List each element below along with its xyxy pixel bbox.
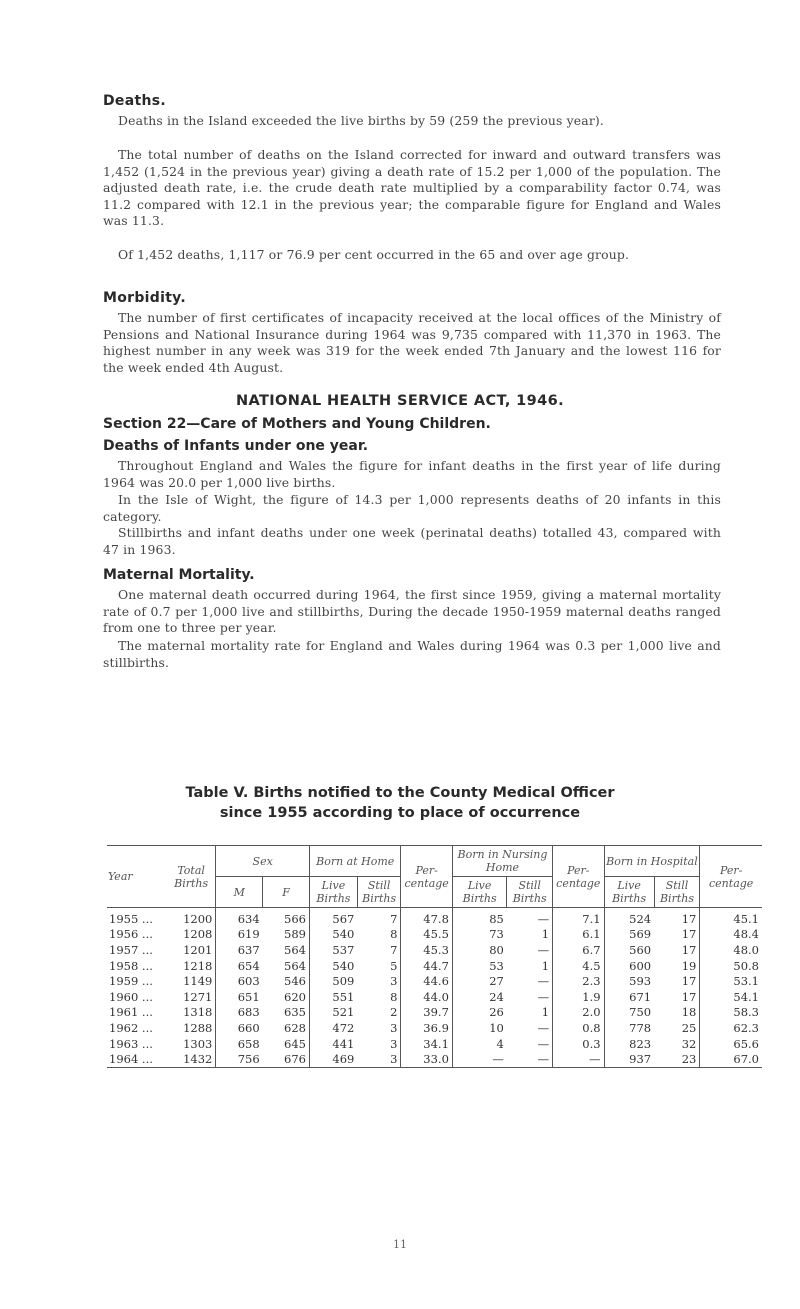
table-cell: 1 — [541, 958, 550, 973]
col-year: Year — [107, 846, 167, 908]
table-cell: 3 — [357, 1051, 401, 1067]
page-number: 11 — [393, 1238, 407, 1251]
deaths-heading: Deaths. — [103, 93, 166, 109]
table-cell: 1149 — [183, 974, 213, 989]
table-cell: 546 — [284, 974, 306, 989]
table-cell: 4.5 — [553, 958, 604, 974]
maternal-mortality-heading: Maternal Mortality. — [103, 567, 255, 583]
col-nursing-still: Still Births — [507, 877, 553, 908]
table-cell: 7.1 — [553, 908, 604, 927]
table-cell: — — [537, 1020, 550, 1035]
table-cell: 593 — [604, 973, 654, 989]
table-cell: 2 — [390, 1005, 398, 1020]
births-table-body — [107, 908, 762, 1068]
table-cell-year: 1960 ... — [109, 989, 153, 1004]
table-cell: 24 — [452, 989, 506, 1005]
table-cell: 36.9 — [401, 1020, 452, 1036]
table-row — [107, 1005, 762, 1021]
table-cell: 26 — [452, 1005, 506, 1021]
act-title: NATIONAL HEALTH SERVICE ACT, 1946. — [235, 393, 565, 409]
table-cell: 3 — [390, 1020, 398, 1035]
table-cell: 469 — [309, 1051, 357, 1067]
infant-deaths-paragraph-2: In the Isle of Wight, the figure of 14.3 per 1,000 represents deaths of 20 infants in this category. — [103, 492, 721, 524]
section-22-heading: Section 22—Care of Mothers and Young Children. — [103, 416, 491, 432]
table-cell: 1432 — [167, 1051, 216, 1067]
table-cell: 48.4 — [700, 927, 762, 943]
col-home-percentage: Per- centage — [401, 846, 452, 908]
table-cell: 756 — [216, 1051, 263, 1067]
table-cell: — — [452, 1051, 506, 1067]
table-cell: 564 — [284, 958, 306, 973]
col-sex-f: F — [263, 877, 310, 908]
table-cell: 67.0 — [700, 1051, 762, 1067]
table-row — [107, 1051, 762, 1067]
table-cell: 65.6 — [700, 1036, 762, 1052]
col-hospital-live: Live Births — [604, 877, 654, 908]
table-cell: 1200 — [183, 911, 213, 926]
table-cell: 603 — [216, 973, 263, 989]
table-cell: 619 — [216, 927, 263, 943]
col-hospital-percentage: Per- centage — [700, 846, 762, 908]
table-cell: 10 — [452, 1020, 506, 1036]
table-cell: 7 — [390, 942, 398, 957]
table-cell: 569 — [604, 927, 654, 943]
morbidity-paragraph: The number of first certificates of incapacity received at the local offices of the Ministry of Pensions and National Insurance during 1964 was 9,735 compared with 11,370 in 1963. The highest number in any week was 319 for the week ended 7th January and the lowest 116 for the week ended 4th August. — [103, 310, 721, 375]
table-cell: 85 — [452, 908, 506, 927]
table-cell: 32 — [681, 1036, 697, 1051]
table-cell: 4 — [452, 1036, 506, 1052]
maternal-paragraph-2: The maternal mortality rate for England and Wales during 1964 was 0.3 per 1,000 live and stillbirths. — [103, 638, 721, 670]
table-cell: 8 — [390, 927, 398, 942]
table-caption-line-1: Table V. Births notified to the County Medical Officer — [185, 785, 615, 801]
table-cell: 671 — [604, 989, 654, 1005]
table-cell: 44.7 — [401, 958, 452, 974]
table-cell: 567 — [309, 908, 357, 927]
table-cell: — — [553, 1051, 604, 1067]
table-cell: 635 — [284, 1005, 306, 1020]
table-cell: 53 — [452, 958, 506, 974]
table-cell: 33.0 — [401, 1051, 452, 1067]
table-cell-year: 1958 ... — [109, 958, 153, 973]
col-sex: Sex — [216, 846, 310, 877]
table-row — [107, 1036, 762, 1052]
table-cell: 634 — [216, 908, 263, 927]
table-cell: 3 — [390, 1036, 398, 1051]
table-row — [107, 908, 762, 927]
deaths-paragraph-2: The total number of deaths on the Island corrected for inward and outward transfers was 1,452 (1,524 in the previous year) giving a death rate of 15.2 per 1,000 of the population. The adjusted death rate, i.e. the crude death rate multiplied by a comparability factor 0.74, was 11.2 compared with 12.1 in the previous year; the comparable figure for England and Wales was 11.3. — [103, 147, 721, 229]
table-cell: — — [537, 1036, 550, 1051]
table-cell-year: 1955 ... — [109, 911, 153, 926]
table-cell-year: 1957 ... — [109, 942, 153, 957]
table-cell: 1218 — [183, 958, 213, 973]
table-cell: 80 — [452, 942, 506, 958]
table-cell: 658 — [216, 1036, 263, 1052]
infant-deaths-heading: Deaths of Infants under one year. — [103, 438, 369, 454]
table-cell: 45.5 — [401, 927, 452, 943]
table-cell: 1 — [541, 1005, 550, 1020]
table-cell: 521 — [309, 1005, 357, 1021]
table-cell: 660 — [216, 1020, 263, 1036]
table-cell: — — [537, 911, 550, 926]
table-cell: 50.8 — [700, 958, 762, 974]
table-cell: 589 — [284, 927, 306, 942]
table-cell: — — [537, 989, 550, 1004]
table-cell: 600 — [604, 958, 654, 974]
table-cell: 48.0 — [700, 942, 762, 958]
table-cell: 45.1 — [700, 908, 762, 927]
table-cell: 34.1 — [401, 1036, 452, 1052]
table-cell: 1.9 — [553, 989, 604, 1005]
table-cell: 0.8 — [553, 1020, 604, 1036]
infant-deaths-paragraph-3: Stillbirths and infant deaths under one week (perinatal deaths) totalled 43, compared with 47 in 1963. — [103, 525, 721, 557]
deaths-paragraph-1: Deaths in the Island exceeded the live births by 59 (259 the previous year). — [118, 113, 604, 128]
table-cell: 441 — [309, 1036, 357, 1052]
table-row — [107, 989, 762, 1005]
table-cell: 1318 — [183, 1005, 213, 1020]
table-cell: 2.0 — [553, 1005, 604, 1021]
table-cell: 17 — [681, 911, 697, 926]
table-cell: 25 — [681, 1020, 697, 1035]
table-cell: 472 — [309, 1020, 357, 1036]
table-cell: 44.0 — [401, 989, 452, 1005]
table-cell: 1271 — [183, 989, 213, 1004]
table-cell: 17 — [681, 974, 697, 989]
table-cell: 540 — [309, 958, 357, 974]
table-cell: 540 — [309, 927, 357, 943]
table-cell: 620 — [284, 989, 306, 1004]
table-cell: 651 — [216, 989, 263, 1005]
col-home-still: Still Births — [357, 877, 401, 908]
table-cell: 1201 — [183, 942, 213, 957]
table-cell: 1208 — [183, 927, 213, 942]
maternal-paragraph-1: One maternal death occurred during 1964, the first since 1959, giving a maternal mortality rate of 0.7 per 1,000 live and stillbirths, During the decade 1950-1959 maternal deaths ranged from one to three per year. — [103, 587, 721, 636]
morbidity-heading: Morbidity. — [103, 290, 186, 306]
table-cell: 750 — [604, 1005, 654, 1021]
table-cell: 566 — [284, 911, 306, 926]
table-cell: 937 — [604, 1051, 654, 1067]
table-cell: — — [537, 942, 550, 957]
table-cell: 1303 — [183, 1036, 213, 1051]
table-cell: 6.7 — [553, 942, 604, 958]
table-cell: 654 — [216, 958, 263, 974]
table-cell: 39.7 — [401, 1005, 452, 1021]
table-cell: 58.3 — [700, 1005, 762, 1021]
table-cell: 73 — [452, 927, 506, 943]
table-cell: 524 — [604, 908, 654, 927]
col-sex-m: M — [216, 877, 263, 908]
table-cell: 6.1 — [553, 927, 604, 943]
table-cell: 18 — [681, 1005, 697, 1020]
table-cell: 23 — [654, 1051, 700, 1067]
table-cell: 551 — [309, 989, 357, 1005]
table-caption — [0, 783, 800, 823]
table-cell: 823 — [604, 1036, 654, 1052]
table-cell-year: 1963 ... — [109, 1036, 153, 1051]
table-cell: 778 — [604, 1020, 654, 1036]
table-cell-year: 1962 ... — [109, 1020, 153, 1035]
table-cell: 45.3 — [401, 942, 452, 958]
table-cell: 47.8 — [401, 908, 452, 927]
table-cell: 509 — [309, 973, 357, 989]
table-cell: 1288 — [183, 1020, 213, 1035]
table-cell: 0.3 — [553, 1036, 604, 1052]
table-cell: 17 — [681, 942, 697, 957]
table-cell: 53.1 — [700, 973, 762, 989]
table-cell: 560 — [604, 942, 654, 958]
table-cell: 17 — [681, 927, 697, 942]
births-table — [107, 845, 762, 1068]
table-cell: 17 — [681, 989, 697, 1004]
table-cell: 5 — [390, 958, 398, 973]
col-born-nursing-home: Born in Nursing Home — [452, 846, 552, 877]
table-row — [107, 942, 762, 958]
table-cell: 628 — [284, 1020, 306, 1035]
table-cell: 683 — [216, 1005, 263, 1021]
table-cell-year: 1961 ... — [109, 1005, 153, 1020]
table-cell: 645 — [284, 1036, 306, 1051]
deaths-paragraph-3: Of 1,452 deaths, 1,117 or 76.9 per cent occurred in the 65 and over age group. — [118, 247, 630, 262]
table-cell: 564 — [284, 942, 306, 957]
table-cell: 8 — [390, 989, 398, 1004]
col-home-live: Live Births — [309, 877, 357, 908]
table-cell: 44.6 — [401, 973, 452, 989]
table-row — [107, 927, 762, 943]
table-row — [107, 958, 762, 974]
table-row — [107, 1020, 762, 1036]
table-cell: 676 — [263, 1051, 310, 1067]
table-row — [107, 973, 762, 989]
table-cell: 3 — [390, 974, 398, 989]
col-born-at-home: Born at Home — [309, 846, 400, 877]
table-cell: — — [537, 974, 550, 989]
table-cell: 2.3 — [553, 973, 604, 989]
table-cell-year: 1959 ... — [109, 974, 153, 989]
col-born-in-hospital: Born in Hospital — [604, 846, 700, 877]
table-cell-year: 1956 ... — [109, 927, 153, 942]
col-nursing-live: Live Births — [452, 877, 506, 908]
table-cell: 62.3 — [700, 1020, 762, 1036]
table-cell: 27 — [452, 973, 506, 989]
table-cell-year: 1964 ... — [107, 1051, 167, 1067]
table-cell: 1 — [541, 927, 550, 942]
table-cell: 19 — [681, 958, 697, 973]
table-cell: 54.1 — [700, 989, 762, 1005]
table-cell: — — [507, 1051, 553, 1067]
table-cell: 537 — [309, 942, 357, 958]
col-hospital-still: Still Births — [654, 877, 700, 908]
col-nursing-percentage: Per- centage — [553, 846, 604, 908]
table-cell: 7 — [390, 911, 398, 926]
col-total-births: Total Births — [167, 846, 216, 908]
infant-deaths-paragraph-1: Throughout England and Wales the figure for infant deaths in the first year of life during 1964 was 20.0 per 1,000 live births. — [103, 458, 721, 490]
table-cell: 637 — [216, 942, 263, 958]
table-caption-line-2: since 1955 according to place of occurrence — [219, 805, 581, 821]
